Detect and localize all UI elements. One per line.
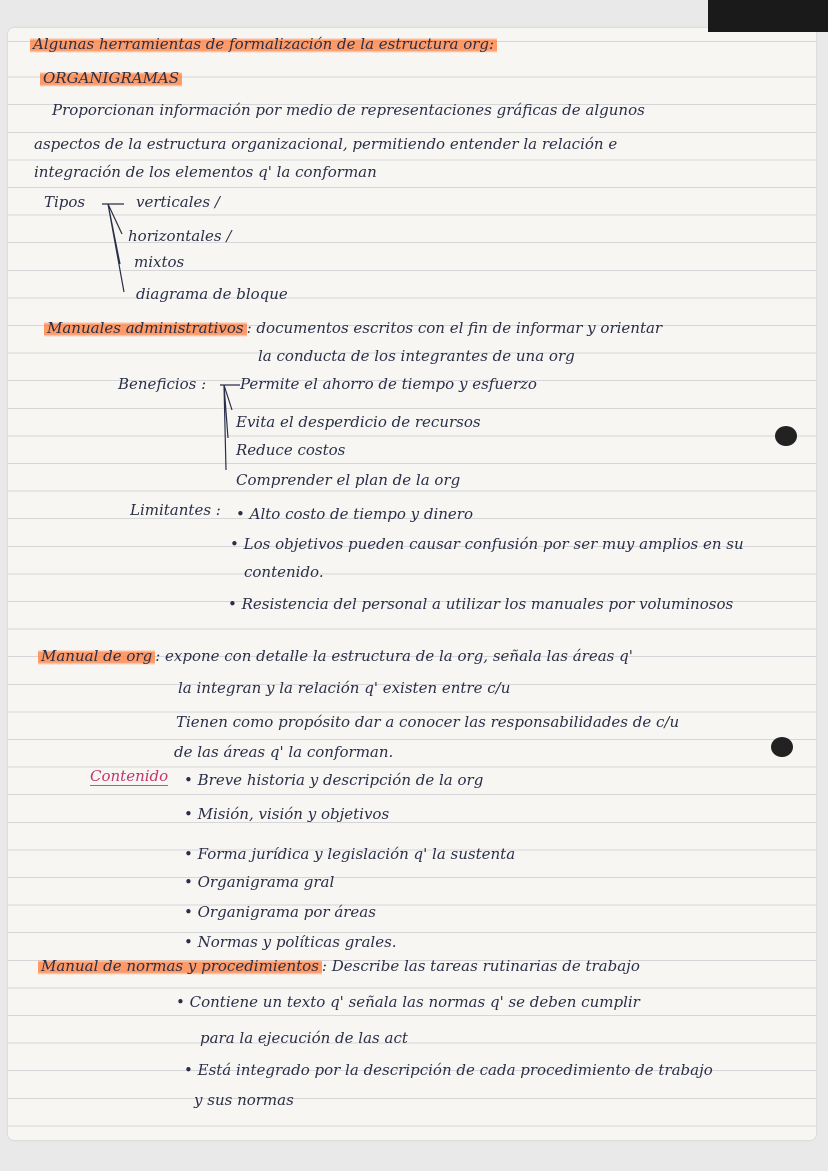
manual-org-line-1: : expone con detalle la estructura de la org, señala las áreas q' [155, 647, 633, 665]
binder-hole-top [775, 426, 797, 446]
beneficio-item-4: Comprender el plan de la org [236, 471, 461, 489]
manual-org-line-3: Tienen como propósito dar a conocer las responsabilidades de c/u [176, 713, 680, 731]
contenido-item-4: • Organigrama gral [184, 873, 335, 891]
limitante-item-2-cont: contenido. [244, 563, 324, 581]
manual-normas-heading: Manual de normas y procedimientos : Describe las tareas rutinarias de trabajo [38, 956, 640, 976]
normas-item-2-cont: y sus normas [194, 1091, 294, 1109]
beneficio-item-3: Reduce costos [236, 441, 346, 459]
contenido-item-2: • Misión, visión y objetivos [184, 805, 390, 823]
beneficio-item-2: Evita el desperdicio de recursos [236, 413, 481, 431]
beneficio-item-1: Permite el ahorro de tiempo y esfuerzo [240, 375, 537, 393]
organigramas-line-3: integración de los elementos q' la conforman [34, 163, 377, 181]
contenido-item-6: • Normas y políticas grales. [184, 933, 397, 951]
contenido-item-1: • Breve historia y descripción de la org [184, 771, 484, 789]
normas-item-1-cont: para la ejecución de las act [200, 1029, 408, 1047]
tipos-label: Tipos [44, 193, 86, 211]
beneficios-label: Beneficios : [118, 375, 207, 393]
normas-item-1: • Contiene un texto q' señala las normas q' se deben cumplir [176, 993, 640, 1011]
tipos-item-diagrama: diagrama de bloque [136, 285, 288, 303]
limitantes-label: Limitantes : [130, 501, 221, 519]
page-title [30, 34, 497, 54]
limitante-item-2: • Los objetivos pueden causar confusión por ser muy amplios en su [230, 535, 744, 553]
limitante-item-1: • Alto costo de tiempo y dinero [236, 505, 473, 523]
organigramas-line-2: aspectos de la estructura organizacional, permitiendo entender la relación e [34, 135, 618, 153]
manual-normas-def: : Describe las tareas rutinarias de trabajo [321, 957, 640, 975]
binder-hole-bottom [771, 737, 793, 757]
tipos-item-mixtos: mixtos [134, 253, 185, 271]
title-text: Algunas herramientas de formalización de la estructura org: [30, 35, 497, 53]
background-corner [708, 0, 828, 32]
manuales-admin-def-1: : documentos escritos con el fin de informar y orientar [246, 319, 663, 337]
contenido-item-5: • Organigrama por áreas [184, 903, 376, 921]
manual-org-line-2: la integran y la relación q' existen entre c/u [178, 679, 511, 697]
manuales-admin-heading: Manuales administrativos : documentos escritos con el fin de informar y orientar [44, 318, 662, 338]
tipos-branch-arrows [100, 194, 140, 298]
limitante-item-3: • Resistencia del personal a utilizar los manuales por voluminosos [228, 595, 734, 613]
manual-org-line-4: de las áreas q' la conforman. [174, 743, 394, 761]
tipos-item-horizontales: horizontales / [128, 227, 232, 245]
tipos-item-verticales: verticales / [136, 193, 220, 211]
organigramas-heading: ORGANIGRAMAS [40, 68, 182, 88]
contenido-label: Contenido [90, 767, 169, 785]
contenido-item-3: • Forma jurídica y legislación q' la sustenta [184, 845, 516, 863]
manuales-admin-def-2: la conducta de los integrantes de una org [258, 347, 575, 365]
manual-org-heading: Manual de org : expone con detalle la estructura de la org, señala las áreas q' [38, 646, 633, 666]
normas-item-2: • Está integrado por la descripción de cada procedimiento de trabajo [184, 1061, 713, 1079]
organigramas-line-1: Proporcionan información por medio de representaciones gráficas de algunos [52, 101, 645, 119]
